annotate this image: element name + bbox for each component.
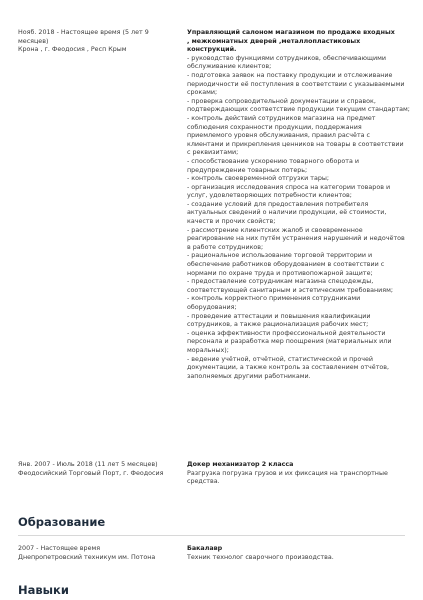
description-line: - проверка сопроводительной документации и справок,: [187, 97, 376, 105]
education-heading: Образование: [18, 515, 106, 529]
description-line: периодичности её поступления в соответствии с указываемыми: [187, 80, 405, 88]
description-line: сроками;: [187, 89, 218, 97]
description-line: персонала и разработка мер поощрения (материальных или: [187, 338, 392, 346]
description-line: клиентами и прикрепления ценников на товары в соответствии: [187, 140, 404, 148]
experience-period: Янв. 2007 - Июль 2018 (11 лет 5 месяцев): [18, 461, 158, 468]
description-line: обеспечение работников оборудованием в соответствии с: [187, 261, 385, 269]
description-line: качеств и прочих свойств;: [187, 218, 276, 226]
description-line: предупреждение товарных потерь;: [187, 166, 308, 174]
education-period: 2007 - Настоящее время: [18, 545, 101, 552]
description-line: обслуживание клиентов;: [187, 63, 272, 71]
description-line: - руководство функциями сотрудников, обеспечивающими: [187, 54, 387, 62]
description-line: - предоставление сотрудникам магазина спецодежды,: [187, 278, 374, 286]
description-line: средства.: [187, 478, 220, 486]
description-line: - подготовка заявок на поставку продукции и отслеживание: [187, 71, 393, 79]
education-meta: [18, 545, 173, 562]
education-institution: Днепропетровский техникум им. Потона: [18, 553, 156, 561]
description-line: - создание условий для предоставления потребителя: [187, 200, 369, 208]
experience-meta: [18, 29, 173, 55]
description-line: приемлемого уровня обслуживания, правил расчёта с: [187, 132, 371, 140]
education-degree: Бакалавр: [187, 545, 223, 552]
description-line: документации, а также контроль за составлением отчётов,: [187, 364, 390, 372]
job-title: Управляющий салоном магазином по продаже входных , межкомнатных дверей ,металлопластиковых конструкций.: [187, 29, 395, 54]
experience-location: Феодосийский Торговый Порт, г. Феодосия: [18, 469, 164, 477]
section-divider: [18, 535, 405, 536]
job-description: [187, 54, 410, 382]
description-line: соответствующей санитарным и эстетическим требованиям;: [187, 286, 394, 294]
experience-period: Нояб. 2018 - Настоящее время (5 лет 9 месяцев): [18, 29, 149, 45]
description-line: оборудования;: [187, 304, 237, 311]
description-line: актуальных сведений о наличии продукции, её стоимости,: [187, 209, 387, 217]
description-line: Разгрузка погрузка грузов и их фиксация на транспортные: [187, 469, 388, 477]
description-line: - организация исследования спроса на категории товаров и: [187, 183, 391, 191]
job-title: Докер механизатор 2 класса: [187, 461, 294, 468]
description-line: - способствование ускорению товарного оборота и: [187, 157, 360, 165]
education-specialty: Техник технолог сварочного производства.: [187, 553, 334, 561]
description-line: - оценка эффективности профессиональной деятельности: [187, 329, 386, 337]
description-line: - ведение учётной, отчётной, статистической и прочей: [187, 355, 373, 363]
experience-location: Крона , г. Феодосия , Респ Крым: [18, 46, 127, 54]
description-line: соблюдения сохранности продукции, поддержания: [187, 123, 362, 131]
experience-details: [187, 29, 410, 381]
description-line: в работе сотрудников;: [187, 243, 264, 251]
description-line: - рассмотрение клиентских жалоб и своевременное: [187, 226, 363, 234]
description-line: подтверждающих соответствие продукции текущим стандартам;: [187, 106, 410, 114]
description-line: заполняемых другими работниками.: [187, 372, 311, 380]
description-line: с реквизитами;: [187, 149, 239, 157]
description-line: моральных);: [187, 346, 229, 354]
description-line: нормами по охране труда и противопожарной защите;: [187, 269, 373, 277]
description-line: - проведение аттестации и повышения квалификации: [187, 312, 371, 320]
education-details: [187, 545, 399, 562]
description-line: услуг, удовлетворяющих потребности клиентов;: [187, 192, 352, 200]
experience-meta: [18, 461, 173, 478]
description-line: - контроль действий сотрудников магазина на предмет: [187, 114, 376, 122]
description-line: реагирование на них путём устранения нарушений и недочётов: [187, 235, 405, 243]
experience-details: [187, 461, 399, 487]
job-description: [187, 470, 399, 487]
description-line: сотрудников, а также рационализация рабочих мест;: [187, 321, 369, 329]
description-line: - контроль своевременной отгрузки тары;: [187, 175, 330, 183]
skills-heading: Навыки: [18, 583, 69, 597]
description-line: - контроль корректного применения сотрудниками: [187, 295, 361, 303]
description-line: - рациональное использование торговой территории и: [187, 252, 373, 260]
